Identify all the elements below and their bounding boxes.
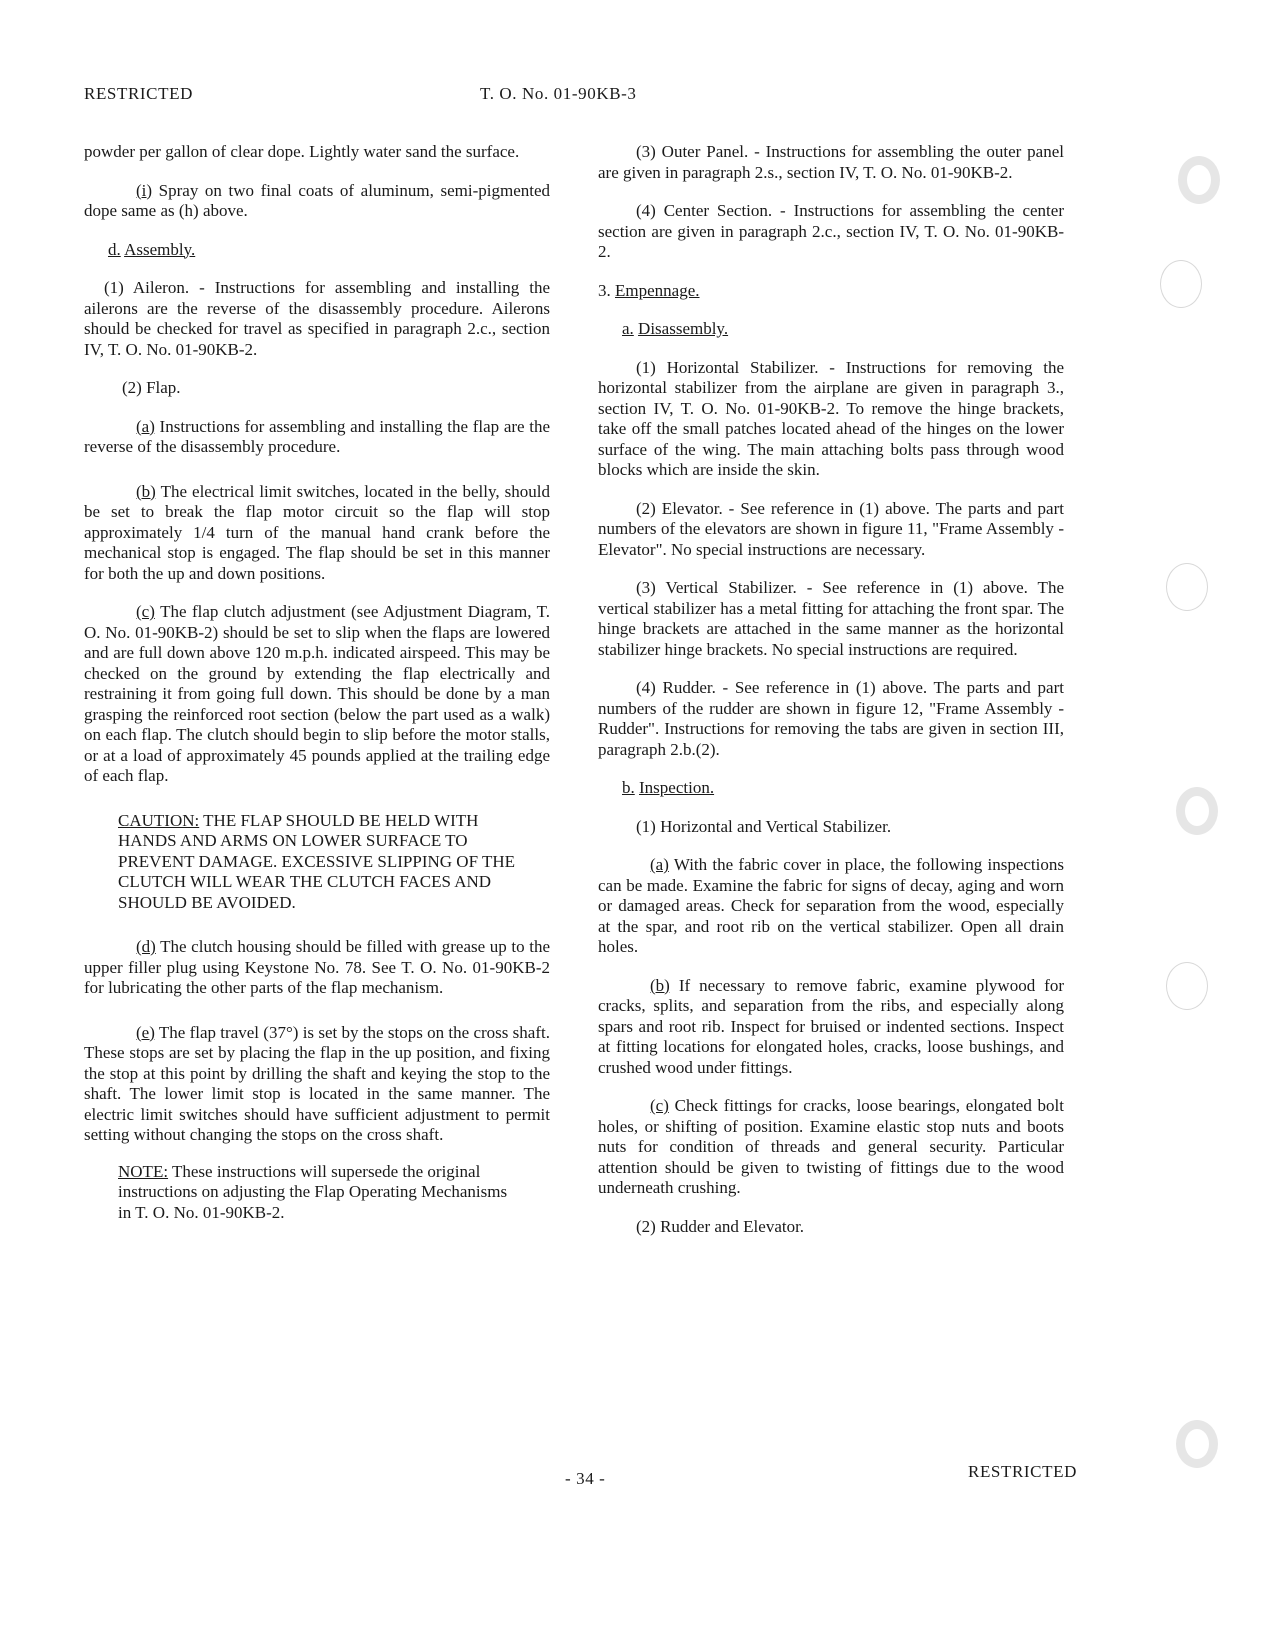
page-number: - 34 - [565,1469,606,1488]
binder-hole-4 [1176,787,1218,835]
item-text: The flap travel (37°) is set by the stops on the cross shaft. These stops are set by placing the flap in the up position, and fixing the stop at this point by drilling the shaft and keying the stop to the shaft. The lower limit stop is located in the same manner. The electric limit switches should have sufficient adjustment to permit setting without changing the stops on the cross shaft. [84,1022,550,1144]
item-mark: (a) [136,416,155,436]
item-mark: (b) [136,481,156,501]
item-text: Check fittings for cracks, loose bearings, elongated bolt holes, or shifting of position. Examine elastic stop nuts and boots nuts for condition of threads and general security. Particular attention should be given to twisting of fittings due to the wood underneath crushing. [598,1096,1065,1197]
item-mark: (i) [136,180,153,200]
caution-text: THE FLAP SHOULD BE HELD WITH HANDS AND ARMS ON LOWER SURFACE TO PREVENT DAMAGE. EXCESSIVE SLIPPING OF THE CLUTCH WILL WEAR THE CLUTCH FACES AND SHOULD BE AVOIDED. [118,810,516,912]
caution-block [118,811,518,914]
paragraph-center-section: (4) Center Section. - Instructions for assembling the center section are given in paragraph 2.c., section IV, T. O. No. 01-90KB-2. [598,201,1064,261]
heading-empennage [598,281,1064,302]
note-text: These instructions will supersede the original instructions on adjusting the Flap Operating Mechanisms in T. O. No. 01-90KB-2. [118,1161,508,1222]
paragraph-flap-a [84,417,550,458]
paragraph-inspection-c [598,1096,1064,1199]
item-text: The clutch housing should be filled with grease up to the upper filler plug using Keystone No. 78. See T. O. No. 01-90KB-2 for lubricating the other parts of the flap mechanism. [84,937,550,997]
heading-inspection [598,778,1064,799]
heading-flap: (2) Flap. [122,378,181,397]
paragraph-rudder: (4) Rudder. - See reference in (1) above. The parts and part numbers of the rudder are shown in figure 12, "Frame Assembly - Rudder". Instructions for removing the tabs are given in section III, paragraph 2.b.(2). [598,678,1064,759]
header-document-number: T. O. No. 01-90KB-3 [480,84,637,103]
paragraph-flap-d [84,937,550,999]
item-mark: (e) [136,1022,155,1042]
paragraph-flap-e [84,1023,550,1146]
item-text: With the fabric cover in place, the following inspections can be made. Examine the fabric for signs of decay, aging and worn or damaged areas. Check for separation from the wood, especially at the spar, and root rib on the vertical stabilizer. Open all drain holes. [598,855,1064,956]
paragraph-elevator: (2) Elevator. - See reference in (1) above. The parts and part numbers of the elevators are shown in figure 11, "Frame Assembly - Elevator". No special instructions are necessary. [598,498,1064,559]
section-title: Inspection. [639,778,715,797]
heading-rudder-elevator: (2) Rudder and Elevator. [636,1216,805,1236]
section-title: Assembly. [124,239,196,259]
left-column [84,142,550,1223]
paragraph-inspection-b [598,976,1064,1079]
note-label: NOTE: [118,1161,169,1181]
item-mark: (b) [650,975,670,995]
paragraph-flap-b [84,482,550,585]
binder-hole-6 [1176,1420,1218,1468]
header-classification: RESTRICTED [84,84,193,103]
paragraph-inspection-a [598,855,1064,958]
section-mark: a. [622,319,634,338]
caution-label: CAUTION: [118,810,200,830]
paragraph-outer-panel: (3) Outer Panel. - Instructions for assembling the outer panel are given in paragraph 2.s., section IV, T. O. No. 01-90KB-2. [598,142,1064,182]
section-mark: 3. [598,280,611,300]
paragraph-powder: powder per gallon of clear dope. Lightly water sand the surface. [84,142,520,161]
paragraph-horizontal-stabilizer: (1) Horizontal Stabilizer. - Instructions for removing the horizontal stabilizer from the airplane are given in paragraph 3., section IV, T. O. No. 01-90KB-2. To remove the hinge brackets, take off the small patches located ahead of the hinges on the lower surface of the wing. The main attaching bolts pass through wood blocks which are inside the skin. [598,357,1064,479]
paragraph-vertical-stabilizer: (3) Vertical Stabilizer. - See reference in (1) above. The vertical stabilizer has a metal fitting for attaching the front spar. The hinge brackets are attached in the same manner as the horizontal stabilizer hinge brackets. No special instructions are required. [598,578,1064,659]
binder-hole-3 [1166,563,1208,611]
paragraph-flap-c [84,602,550,787]
footer-classification: RESTRICTED [968,1462,1077,1481]
item-text: If necessary to remove fabric, examine plywood for cracks, splits, and separation from the ribs, and especially along spars and root rib. Inspect for bruised or indented sections. Inspect at fitting locations for elongated holes, cracks, loose bushings, and crushed wood under fittings. [598,975,1065,1077]
heading-disassembly [598,319,1064,340]
item-text: Instructions for assembling and installing the flap are the reverse of the disassembly procedure. [84,416,551,456]
heading-assembly [84,240,550,261]
heading-horizontal-vertical: (1) Horizontal and Vertical Stabilizer. [636,816,892,836]
binder-hole-5 [1166,962,1208,1010]
paragraph-i [84,181,550,222]
item-mark: (a) [650,855,669,874]
item-mark: (d) [136,937,156,956]
section-mark: b. [622,778,635,797]
note-block [118,1162,518,1224]
item-text: The electrical limit switches, located in the belly, should be set to break the flap motor circuit so the flap will stop approximately 1/4 turn of the manual hand crank before the mechanical stop is engaged. The flap should be set in this manner for both the up and down positions. [84,481,550,583]
right-column [598,142,1064,1237]
item-text: Spray on two final coats of aluminum, semi-pigmented dope same as (h) above. [84,180,551,220]
section-title: Empennage. [615,280,700,300]
section-mark: d. [108,239,121,259]
item-mark: (c) [650,1096,669,1115]
section-title: Disassembly. [638,319,729,338]
binder-hole-1 [1178,156,1220,204]
item-text: The flap clutch adjustment (see Adjustment Diagram, T. O. No. 01-90KB-2) should be set to slip when the flaps are lowered and are full down above 120 m.p.h. indicated airspeed. This may be checked on the ground by extending the flap electrically and restraining it from going full down. This should be done by a man grasping the reinforced root section (below the part used as a walk) on each flap. The clutch should begin to slip before the motor stalls, or at a load of approximately 45 pounds applied at the trailing edge of each flap. [84,602,550,785]
item-mark: (c) [136,602,155,621]
paragraph-aileron: (1) Aileron. - Instructions for assembling and installing the ailerons are the reverse of the disassembly procedure. Ailerons should be checked for travel as specified in paragraph 2.c., section IV, T. O. No. 01-90KB-2. [84,278,550,359]
binder-hole-2 [1160,260,1202,308]
